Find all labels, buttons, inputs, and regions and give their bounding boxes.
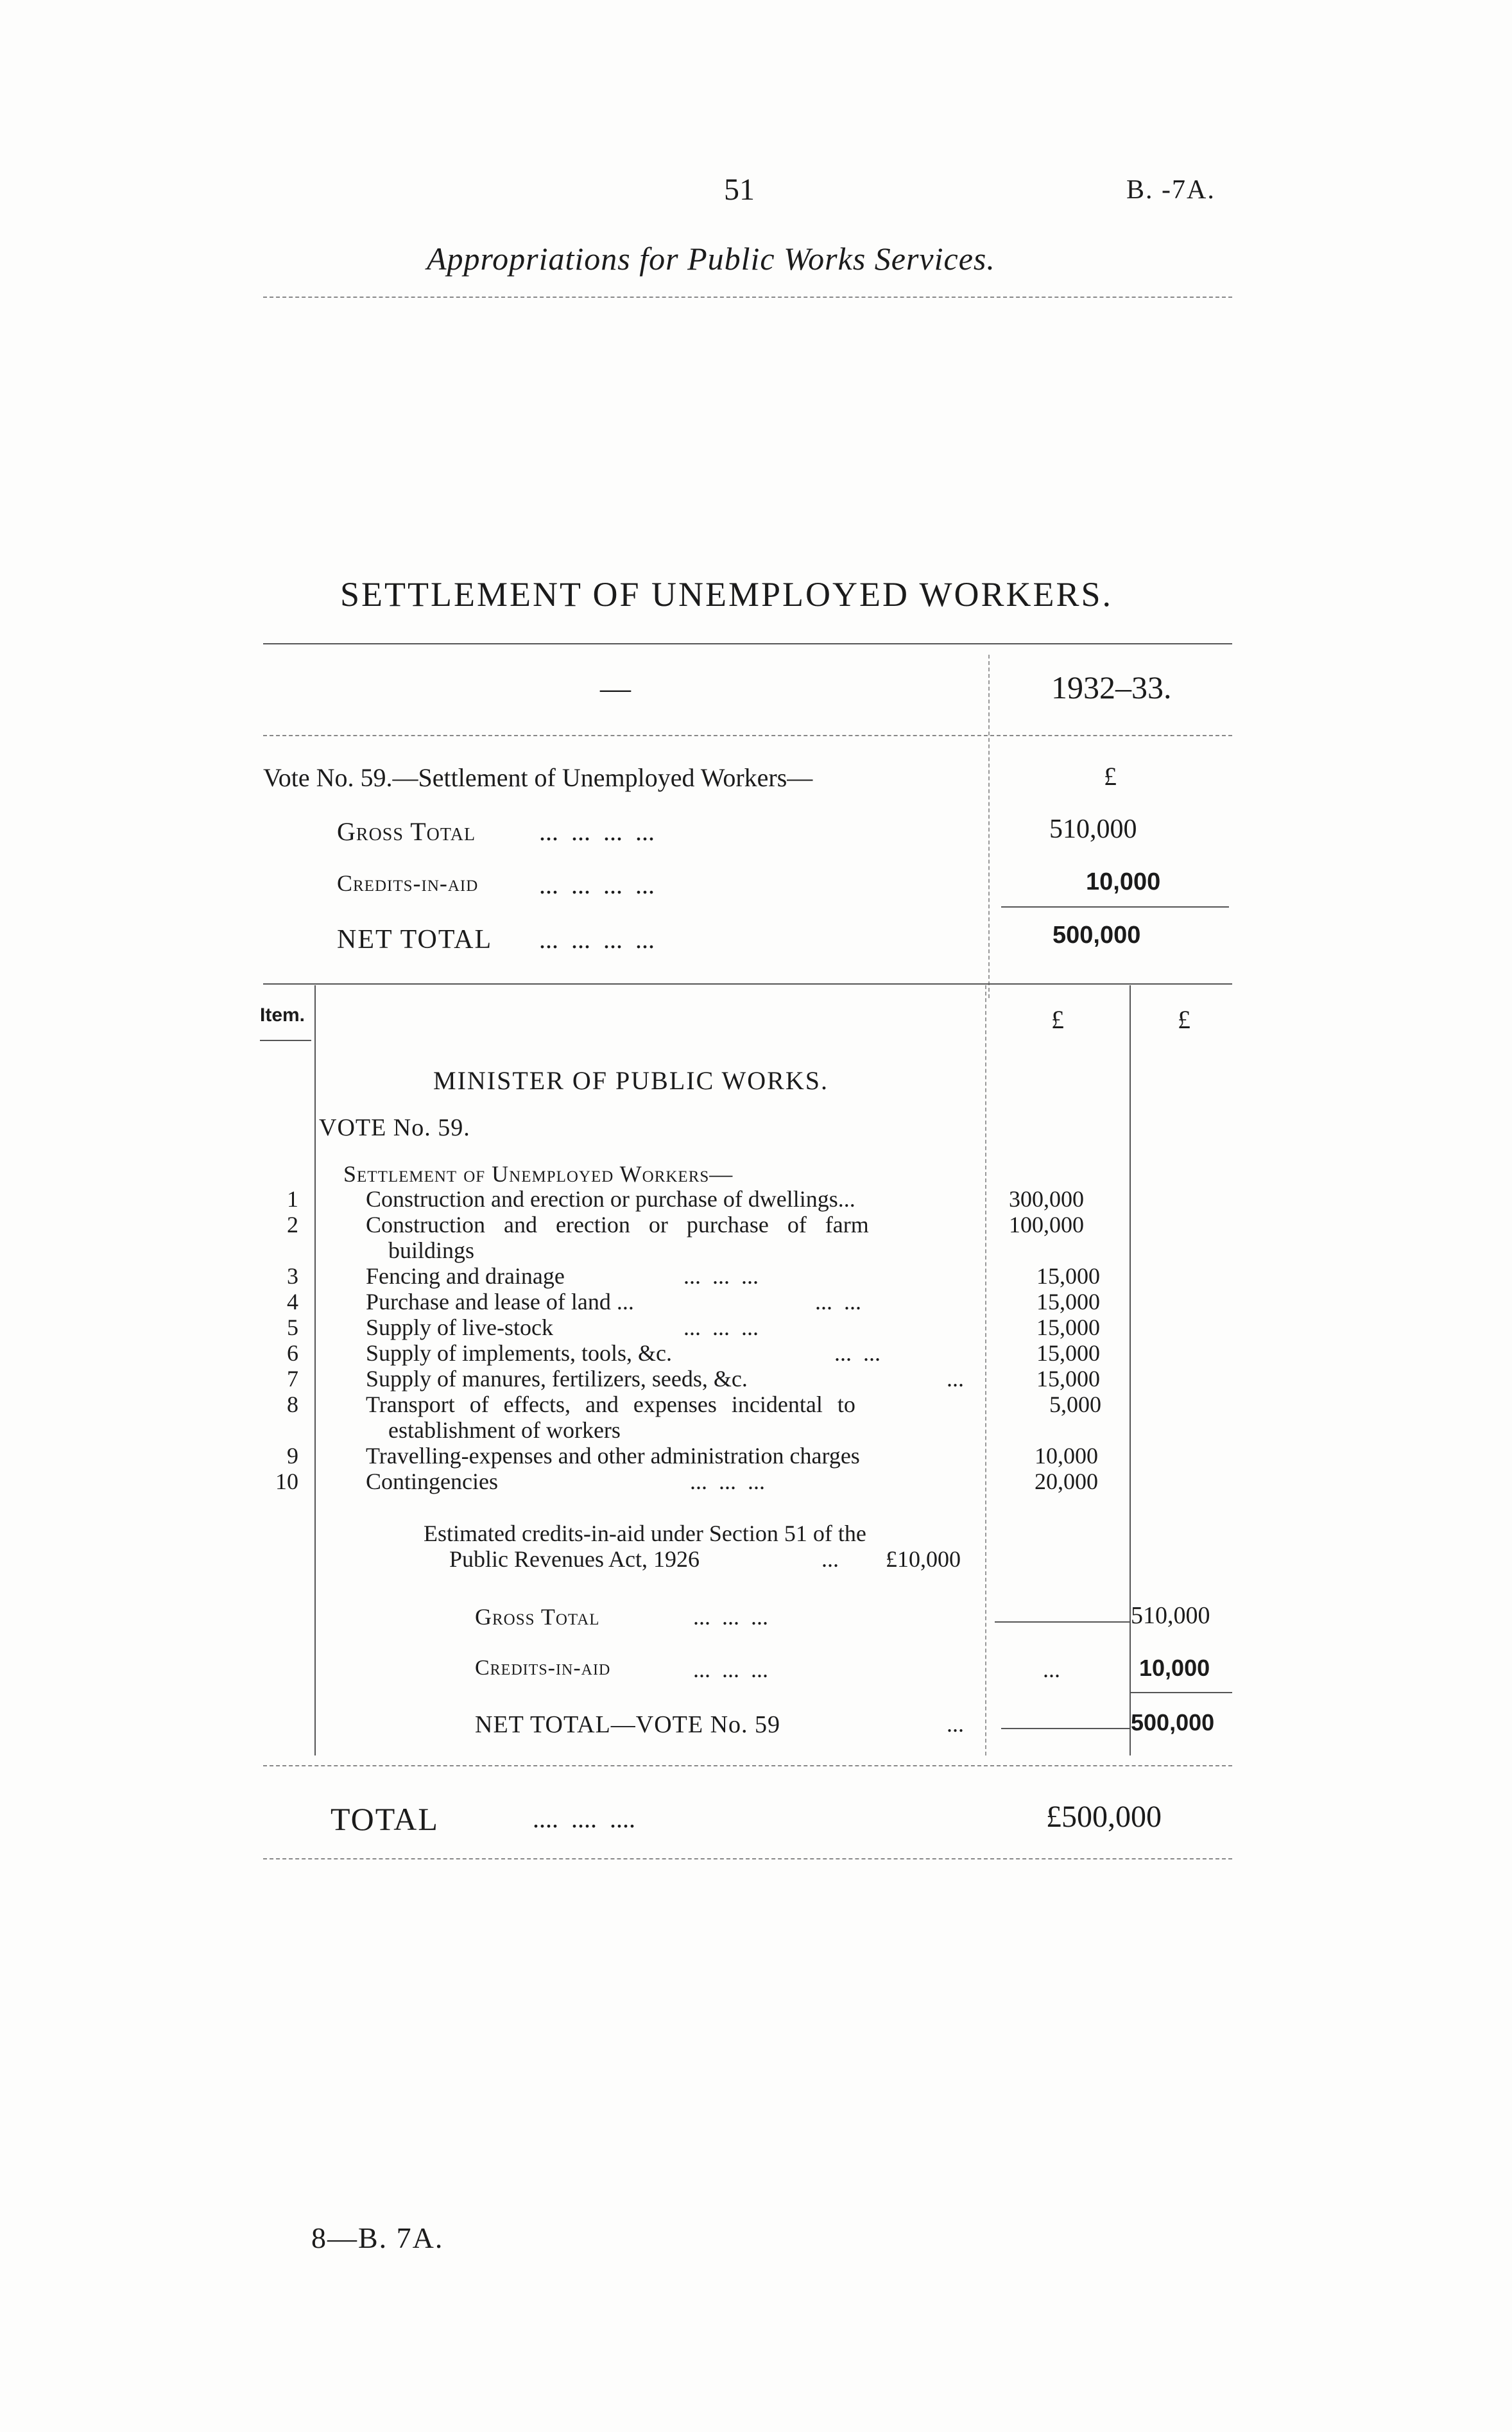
- page-number: 51: [724, 173, 755, 207]
- item-number: 1: [287, 1186, 298, 1212]
- detail-net-connector: [1001, 1728, 1130, 1729]
- section-heading: Settlement of Unemployed Workers—: [343, 1161, 734, 1187]
- grand-total-label: TOTAL: [331, 1801, 439, 1837]
- page-footer: 8—B. 7A.: [311, 2221, 444, 2254]
- item-value: 300,000: [1009, 1186, 1084, 1212]
- detail-net-value: 500,000: [1131, 1709, 1215, 1736]
- detail-credits-value: 10,000: [1139, 1655, 1210, 1681]
- summary-credits-value: 10,000: [1086, 868, 1161, 895]
- item-value: 15,000: [1036, 1289, 1100, 1315]
- grand-total-dots: .... .... ....: [533, 1804, 635, 1833]
- item-dots: ... ...: [815, 1289, 861, 1315]
- detail-gross-dots: ... ... ...: [693, 1604, 768, 1630]
- item-text: Supply of live-stock: [366, 1315, 553, 1340]
- item-text: Travelling-expenses and other administration charges: [366, 1443, 860, 1469]
- item-number: 4: [287, 1289, 298, 1315]
- item-text-continued: establishment of workers: [388, 1417, 621, 1443]
- summary-gross-dots: ... ... ... ...: [539, 817, 655, 846]
- detail-gross-label: Gross Total: [475, 1604, 600, 1630]
- item-number: 10: [275, 1469, 298, 1494]
- summary-credits-label: Credits-in-aid: [337, 870, 479, 896]
- item-value: 100,000: [1009, 1212, 1084, 1238]
- item-value: 20,000: [1035, 1469, 1098, 1494]
- detail-credits-rule: [1131, 1692, 1232, 1693]
- item-number: 5: [287, 1315, 298, 1340]
- summary-credits-dots: ... ... ... ...: [539, 870, 655, 899]
- summary-gross-value: 510,000: [1049, 815, 1137, 844]
- item-number: 8: [287, 1392, 298, 1417]
- credits-note-line-1: Estimated credits-in-aid under Section 51 of the: [424, 1521, 866, 1546]
- item-value: 5,000: [1049, 1392, 1101, 1417]
- item-dots: ... ...: [834, 1340, 881, 1366]
- item-number: 2: [287, 1212, 298, 1238]
- item-number: 3: [287, 1263, 298, 1289]
- header-rule: [263, 297, 1232, 298]
- item-value: 15,000: [1036, 1340, 1100, 1366]
- item-value: 10,000: [1035, 1443, 1098, 1469]
- summary-column-divider: [988, 655, 990, 998]
- summary-net-value: 500,000: [1052, 922, 1141, 949]
- detail-gross-value: 510,000: [1131, 1602, 1210, 1629]
- detail-value-column-divider: [985, 985, 986, 1755]
- item-header-rule: [260, 1040, 311, 1041]
- detail-currency-2: £: [1178, 1005, 1190, 1034]
- item-text: Contingencies: [366, 1469, 498, 1494]
- credits-note-value: £10,000: [886, 1546, 961, 1572]
- detail-top-rule: [263, 983, 1232, 985]
- detail-bottom-rule: [263, 1765, 1232, 1766]
- item-text: Construction and erection or purchase of dwellings...: [366, 1186, 855, 1212]
- detail-currency-1: £: [1051, 1005, 1064, 1034]
- summary-credits-rule: [1001, 906, 1229, 908]
- grand-total-value: £500,000: [1046, 1800, 1162, 1834]
- document-reference: B. -7A.: [1126, 175, 1216, 205]
- item-header: Item.: [260, 1005, 305, 1026]
- vote-heading: VOTE No. 59.: [319, 1114, 470, 1141]
- page-subtitle: Appropriations for Public Works Services.: [427, 241, 995, 277]
- summary-heading-rule: [263, 735, 1232, 736]
- item-value: 15,000: [1036, 1263, 1100, 1289]
- item-dots: ... ... ...: [683, 1263, 759, 1289]
- summary-top-rule: [263, 643, 1232, 644]
- summary-vote-label: Vote No. 59.—Settlement of Unemployed Workers—: [263, 763, 813, 792]
- detail-credits-label: Credits-in-aid: [475, 1656, 611, 1680]
- document-title: SETTLEMENT OF UNEMPLOYED WORKERS.: [340, 575, 1113, 614]
- item-value: 15,000: [1036, 1315, 1100, 1340]
- item-dots: ...: [947, 1366, 964, 1392]
- detail-gross-connector: [995, 1621, 1130, 1623]
- summary-gross-label: Gross Total: [337, 817, 476, 846]
- summary-year-heading: 1932–33.: [1051, 669, 1172, 705]
- item-text: Supply of implements, tools, &c.: [366, 1340, 672, 1366]
- item-number: 6: [287, 1340, 298, 1366]
- item-value: 15,000: [1036, 1366, 1100, 1392]
- minister-heading: MINISTER OF PUBLIC WORKS.: [433, 1066, 829, 1095]
- detail-item-column-divider: [314, 985, 316, 1755]
- item-text: Construction and erection or purchase of farm: [366, 1212, 869, 1238]
- item-number: 9: [287, 1443, 298, 1469]
- grand-total-rule: [263, 1858, 1232, 1859]
- summary-net-label: NET TOTAL: [337, 925, 493, 954]
- item-dots: ... ... ...: [683, 1315, 759, 1340]
- item-text: Supply of manures, fertilizers, seeds, &c.: [366, 1366, 748, 1392]
- item-dots: ... ... ...: [690, 1469, 765, 1494]
- credits-note-dots: ...: [821, 1546, 839, 1572]
- item-text: Purchase and lease of land ...: [366, 1289, 634, 1315]
- item-text: Fencing and drainage: [366, 1263, 565, 1289]
- item-number: 7: [287, 1366, 298, 1392]
- summary-dash-heading: —: [600, 671, 631, 705]
- summary-net-dots: ... ... ... ...: [539, 925, 655, 954]
- detail-net-label: NET TOTAL—VOTE No. 59: [475, 1711, 781, 1738]
- detail-credits-mid: ...: [1043, 1657, 1060, 1682]
- detail-credits-dots: ... ... ...: [693, 1657, 768, 1682]
- item-text: Transport of effects, and expenses incidental to: [366, 1392, 855, 1417]
- detail-net-dots: ...: [947, 1711, 964, 1737]
- item-text-continued: buildings: [388, 1238, 475, 1263]
- credits-note-line-2: Public Revenues Act, 1926: [449, 1546, 700, 1572]
- summary-currency: £: [1104, 762, 1117, 791]
- detail-total-column-divider: [1130, 985, 1131, 1755]
